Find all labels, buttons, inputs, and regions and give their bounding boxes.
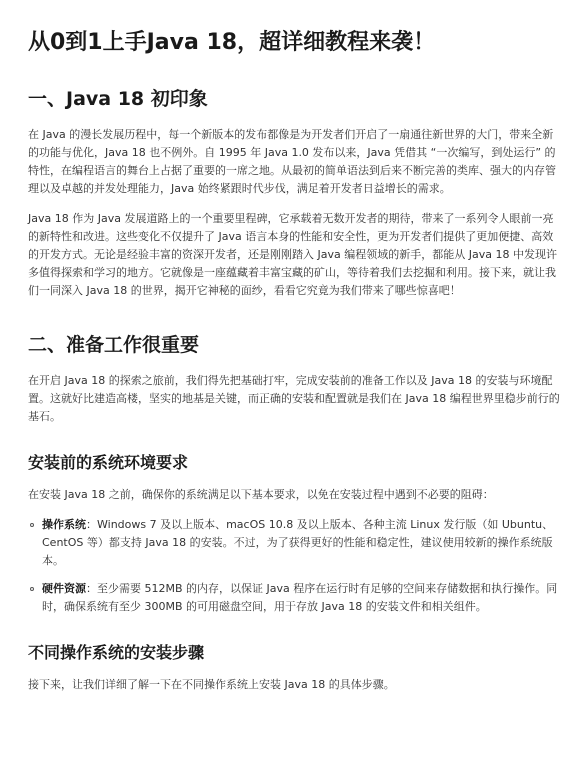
bullet-icon <box>30 587 34 591</box>
requirements-list <box>28 516 560 616</box>
requirement-term: 硬件资源 <box>42 582 86 595</box>
requirement-text: ：Windows 7 及以上版本、macOS 10.8 及以上版本、各种主流 Linux 发行版（如 Ubuntu、CentOS 等）都支持 Java 18 的安装。不过，为了获得更好的性能和稳定性，建议使用较新的操作系统版本。 <box>42 518 554 567</box>
paragraph-java-history: 在 Java 的漫长发展历程中，每一个新版本的发布都像是为开发者们开启了一扇通往新世界的大门，带来全新的功能与优化，Java 18 也不例外。自 1995 年 Java 1.0 发布以来，Java 凭借其 “一次编写，到处运行” 的特性，在编程语言的舞台上占据了重要的一席之地。从最初的简单语法到后来不断完善的类库、强大的内存管理以及卓越的并发处理能力，Java 始终紧跟时代步伐，满足着开发者日益增长的需求。 <box>28 128 556 195</box>
list-item <box>28 580 560 616</box>
requirement-term: 操作系统 <box>42 518 86 531</box>
list-item <box>28 516 560 570</box>
document-title: 从0到1上手Java 18，超详细教程来袭！ <box>28 30 436 55</box>
section-heading-first-impression: 一、Java 18 初印象 <box>28 88 208 110</box>
paragraph-requirements-intro: 在安装 Java 18 之前，确保你的系统满足以下基本要求，以免在安装过程中遇到不必要的阻碍： <box>28 488 494 501</box>
subheading-system-requirements: 安装前的系统环境要求 <box>28 453 189 472</box>
bullet-icon <box>30 523 34 527</box>
subheading-install-steps: 不同操作系统的安装步骤 <box>28 643 205 662</box>
paragraph-java18-milestone: Java 18 作为 Java 发展道路上的一个重要里程碑，它承载着无数开发者的期待，带来了一系列令人眼前一亮的新特性和改进。这些变化不仅提升了 Java 语言本身的性能和安全性，更为开发者们提供了更加便捷、高效的开发方式。无论是经验丰富的资深开发者，还是刚刚踏入 Java 编程领域的新手，都能从 Java 18 中发现许多值得探索和学习的地方。它就像是一座蕴藏着丰富宝藏的矿山，等待着我们去挖掘和利用。接下来，就让我们一同深入 Java 18 的世界，揭开它神秘的面纱，看看它究竟为我们带来了哪些惊喜吧！ <box>28 212 557 297</box>
paragraph-install-steps-intro: 接下来，让我们详细了解一下在不同操作系统上安装 Java 18 的具体步骤。 <box>28 678 395 691</box>
paragraph-preparation-intro: 在开启 Java 18 的探索之旅前，我们得先把基础打牢，完成安装前的准备工作以及 Java 18 的安装与环境配置。这就好比建造高楼，坚实的地基是关键，而正确的安装和配置就是我们在 Java 18 编程世界里稳步前行的基石。 <box>28 374 560 423</box>
requirement-text: ：至少需要 512MB 的内存，以保证 Java 程序在运行时有足够的空间来存储数据和执行操作。同时，确保系统有至少 300MB 的可用磁盘空间，用于存放 Java 18 的安装文件和相关组件。 <box>42 582 558 613</box>
section-heading-preparation: 二、准备工作很重要 <box>28 334 200 356</box>
